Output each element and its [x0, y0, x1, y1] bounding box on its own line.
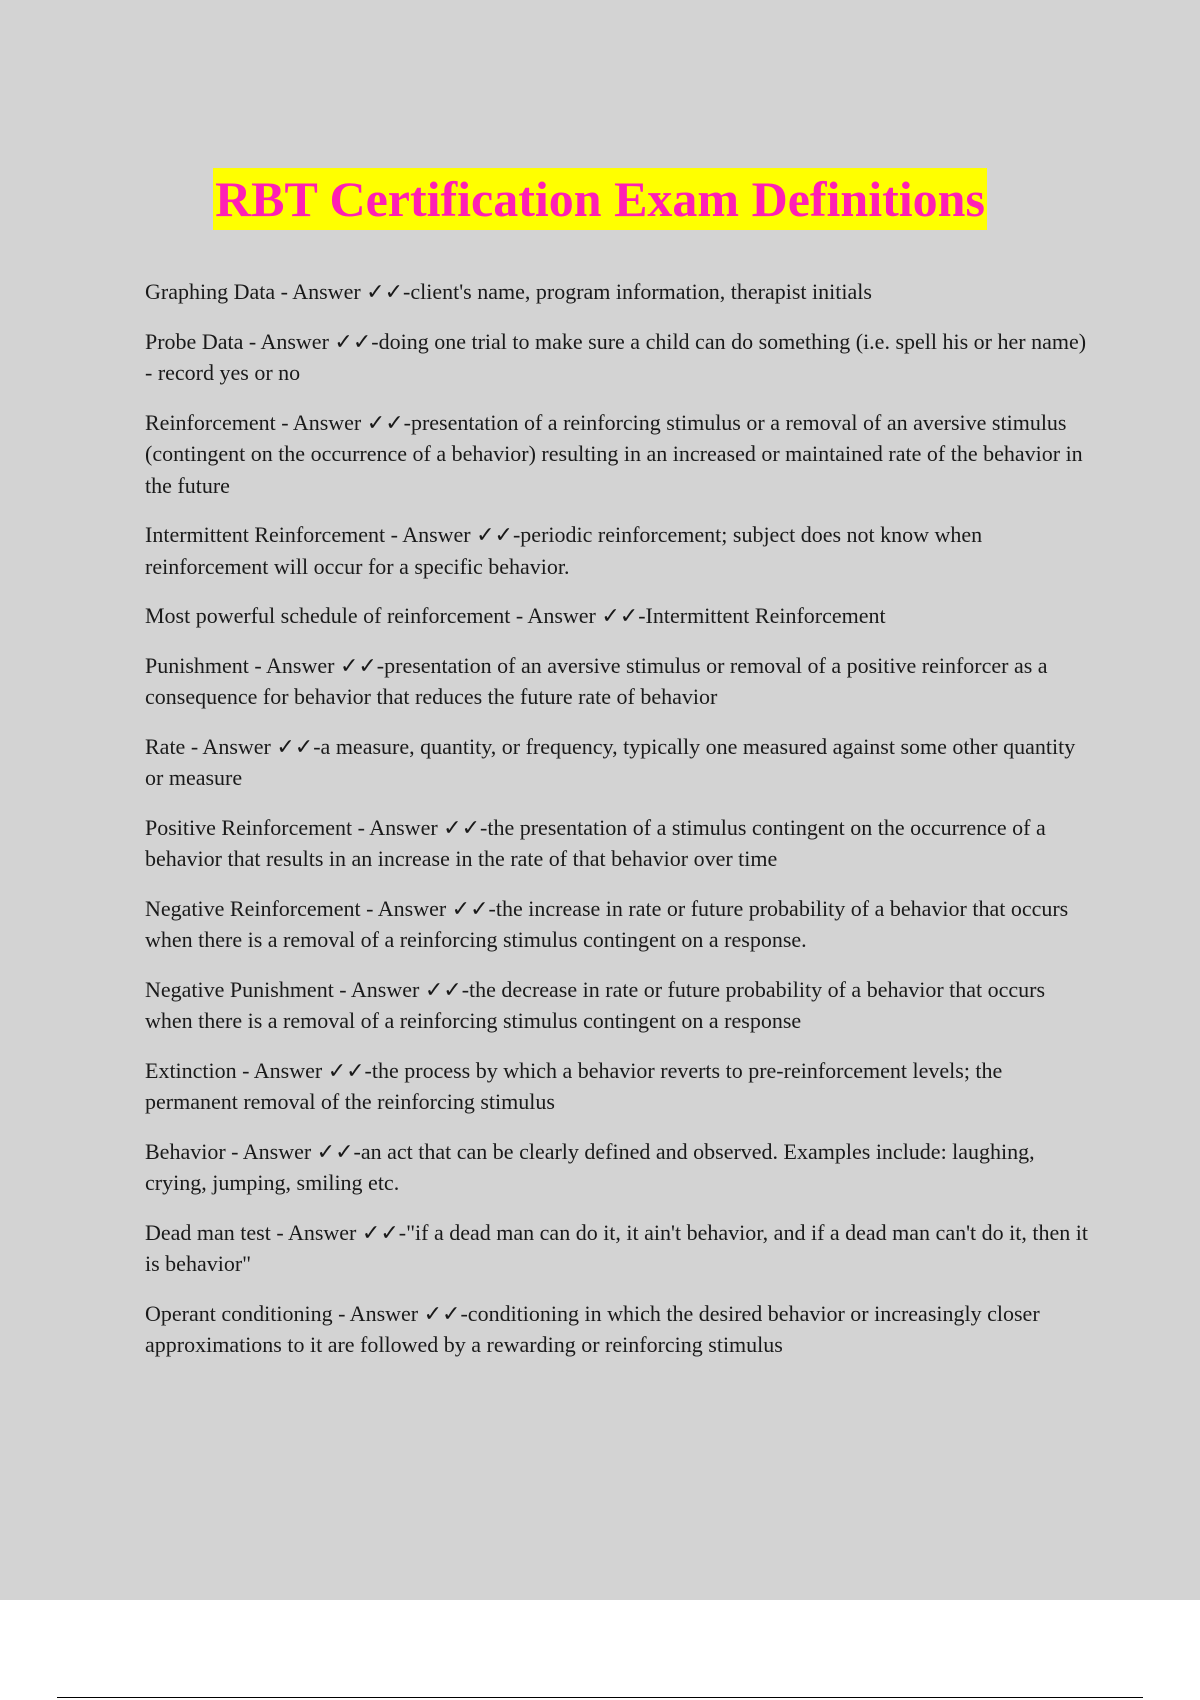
definition-entry: Negative Reinforcement - Answer ✓✓-the increase in rate or future probability of a behavior that occurs when there is a removal of a reinforcing stimulus contingent on a response.: [145, 895, 1069, 952]
document-title: RBT Certification Exam Definitions: [213, 168, 987, 230]
definition-entry: Punishment - Answer ✓✓-presentation of an aversive stimulus or removal of a positive reinforcer as a consequence for behavior that reduces the future rate of behavior: [145, 652, 1048, 709]
definition-entry: Operant conditioning - Answer ✓✓-conditioning in which the desired behavior or increasingly closer approximations to it are followed by a rewarding or reinforcing stimulus: [145, 1300, 1040, 1357]
definition-entry: Positive Reinforcement - Answer ✓✓-the presentation of a stimulus contingent on the occurrence of a behavior that results in an increase in the rate of that behavior over time: [145, 814, 1046, 871]
definition-entry: Rate - Answer ✓✓-a measure, quantity, or frequency, typically one measured against some other quantity or measure: [145, 733, 1076, 790]
footer-divider: [57, 1697, 1143, 1698]
definition-entry: Probe Data - Answer ✓✓-doing one trial to make sure a child can do something (i.e. spell his or her name) - record yes or no: [145, 328, 1087, 385]
definition-entry: Behavior - Answer ✓✓-an act that can be clearly defined and observed. Examples include: laughing, crying, jumping, smiling etc.: [145, 1138, 1035, 1195]
definition-entry: Most powerful schedule of reinforcement - Answer ✓✓-Intermittent Reinforcement: [145, 603, 886, 628]
definition-entry: Reinforcement - Answer ✓✓-presentation of a reinforcing stimulus or a removal of an aversive stimulus (contingent on the occurrence of a behavior) resulting in an increased or maintained rate of the behavior in the future: [145, 409, 1083, 498]
definition-entry: Extinction - Answer ✓✓-the process by which a behavior reverts to pre-reinforcement levels; the permanent removal of the reinforcing stimulus: [145, 1057, 1003, 1114]
definition-entry: Dead man test - Answer ✓✓-"if a dead man can do it, it ain't behavior, and if a dead man can't do it, then it is behavior": [145, 1219, 1088, 1276]
definition-entry: Negative Punishment - Answer ✓✓-the decrease in rate or future probability of a behavior that occurs when there is a removal of a reinforcing stimulus contingent on a response: [145, 976, 1046, 1033]
definition-entry: Intermittent Reinforcement - Answer ✓✓-periodic reinforcement; subject does not know when reinforcement will occur for a specific behavior.: [145, 522, 983, 579]
title-container: [0, 168, 1200, 230]
definitions-list: [145, 276, 1095, 1379]
definition-entry: Graphing Data - Answer ✓✓-client's name, program information, therapist initials: [145, 279, 872, 304]
